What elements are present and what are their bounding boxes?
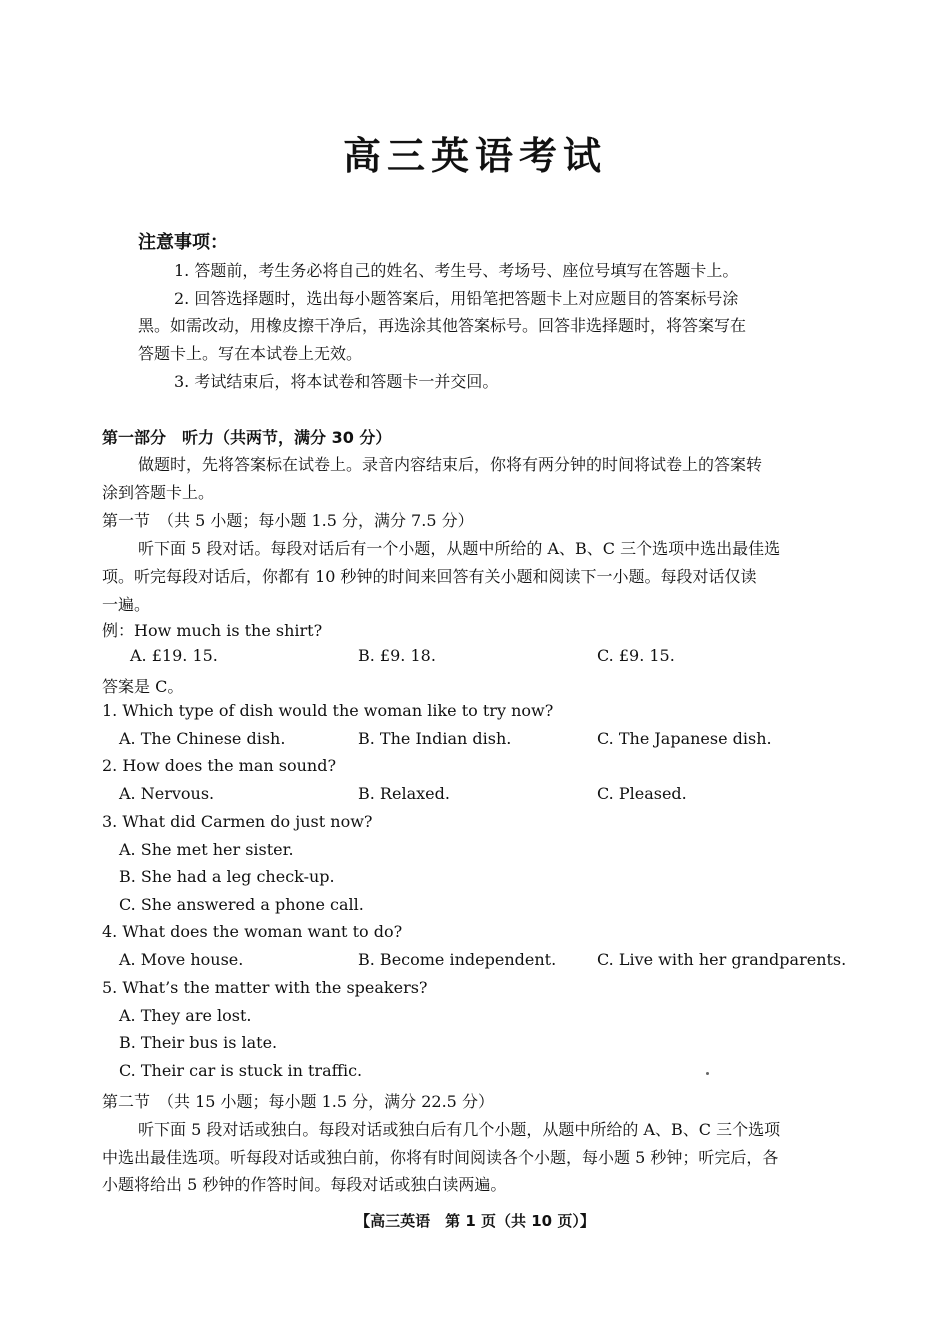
question-3: 3. What did Carmen do just now? <box>102 812 373 831</box>
question-4-option-a: A. Move house. <box>119 950 244 969</box>
section1-intro-line-3: 一遍。 <box>102 595 151 614</box>
notice-item-2-line-2: 黑。如需改动，用橡皮擦干净后，再选涂其他答案标号。回答非选择题时，将答案写在 <box>138 316 747 335</box>
part1-heading: 第一部分 听力（共两节，满分 30 分） <box>102 428 392 447</box>
question-3-option-a: A. She met her sister. <box>119 840 294 859</box>
section2-intro-line-2: 中选出最佳选项。听每段对话或独白前，你将有时间阅读各个小题，每小题 5 秒钟；听完后，各 <box>102 1148 779 1167</box>
question-1: 1. Which type of dish would the woman like to try now? <box>102 701 554 720</box>
example-answer: 答案是 C。 <box>102 677 184 696</box>
notice-item-2-line-3: 答题卡上。写在本试卷上无效。 <box>138 344 363 363</box>
part1-intro-line-1: 做题时，先将答案标在试卷上。录音内容结束后，你将有两分钟的时间将试卷上的答案转 <box>138 455 763 474</box>
exam-title: 高三英语考试 <box>342 134 607 178</box>
section1-intro-line-1: 听下面 5 段对话。每段对话后有一个小题，从题中所给的 A、B、C 三个选项中选出最佳选 <box>138 539 781 558</box>
part1-intro-line-2: 涂到答题卡上。 <box>102 483 215 502</box>
example-option-a: A. £19. 15. <box>130 646 218 665</box>
question-2-option-c: C. Pleased. <box>597 784 687 803</box>
section2-heading: 第二节 （共 15 小题；每小题 1.5 分，满分 22.5 分） <box>102 1092 494 1111</box>
notice-item-2-line-1: 2. 回答选择题时，选出每小题答案后，用铅笔把答题卡上对应题目的答案标号涂 <box>174 289 739 308</box>
section2-intro-line-3: 小题将给出 5 秒钟的作答时间。每段对话或独白读两遍。 <box>102 1175 507 1194</box>
example-option-b: B. £9. 18. <box>358 646 436 665</box>
question-3-option-c: C. She answered a phone call. <box>119 895 364 914</box>
question-4-option-b: B. Become independent. <box>358 950 557 969</box>
question-1-option-c: C. The Japanese dish. <box>597 729 772 748</box>
question-5: 5. What’s the matter with the speakers? <box>102 978 428 997</box>
section2-intro-line-1: 听下面 5 段对话或独白。每段对话或独白后有几个小题，从题中所给的 A、B、C 三个选项 <box>138 1120 781 1139</box>
notice-item-1: 1. 答题前，考生务必将自己的姓名、考生号、考场号、座位号填写在答题卡上。 <box>174 261 739 280</box>
section1-heading: 第一节 （共 5 小题；每小题 1.5 分，满分 7.5 分） <box>102 511 474 530</box>
scan-speck <box>706 1072 709 1075</box>
question-2: 2. How does the man sound? <box>102 756 337 775</box>
question-4-option-c: C. Live with her grandparents. <box>597 950 847 969</box>
question-5-option-b: B. Their bus is late. <box>119 1033 278 1052</box>
question-5-option-c: C. Their car is stuck in traffic. <box>119 1061 363 1080</box>
question-3-option-b: B. She had a leg check-up. <box>119 867 335 886</box>
question-1-option-a: A. The Chinese dish. <box>119 729 286 748</box>
example-question: 例：How much is the shirt? <box>102 621 323 640</box>
section1-intro-line-2: 项。听完每段对话后，你都有 10 秒钟的时间来回答有关小题和阅读下一小题。每段对话仅读 <box>102 567 757 586</box>
question-1-option-b: B. The Indian dish. <box>358 729 512 748</box>
question-2-option-b: B. Relaxed. <box>358 784 450 803</box>
question-2-option-a: A. Nervous. <box>119 784 215 803</box>
page-footer: 【高三英语 第 1 页（共 10 页）】 <box>355 1212 595 1230</box>
notice-heading: 注意事项： <box>138 232 228 253</box>
question-4: 4. What does the woman want to do? <box>102 922 403 941</box>
example-option-c: C. £9. 15. <box>597 646 675 665</box>
question-5-option-a: A. They are lost. <box>119 1006 252 1025</box>
notice-item-3: 3. 考试结束后，将本试卷和答题卡一并交回。 <box>174 372 499 391</box>
